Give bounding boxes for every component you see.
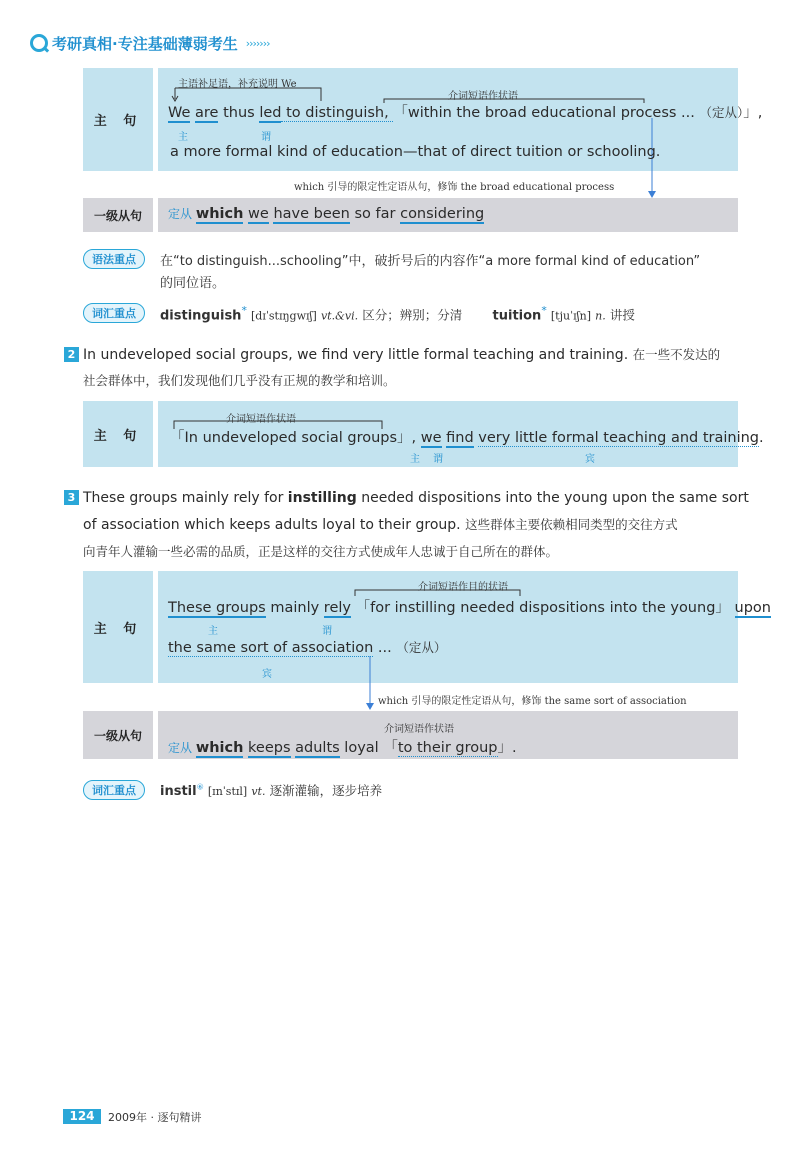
prep-phrase-annotation-3: 介词短语作状语 bbox=[384, 724, 454, 735]
vocab-line-2: instil⑥ [ɪnˈstɪl] vt. 逐渐灌输，逐步培养 bbox=[160, 782, 383, 799]
relative-clause-note: which 引导的限定性定语从句，修饰 the broad educational process bbox=[294, 182, 615, 193]
object-tag-3: 宾 bbox=[262, 669, 272, 680]
subject-tag-3: 主 bbox=[208, 626, 218, 637]
sentence-2-translation: 社会群体中，我们发现他们几乎没有正规的教学和培训。 bbox=[83, 373, 396, 388]
footer-section-title: 2009年 · 逐句精讲 bbox=[108, 1111, 202, 1124]
sentence-3-translation: 向青年人灌输一些必需的品质，正是这样的交往方式使成年人忠诚于自己所在的群体。 bbox=[83, 544, 559, 559]
complement-phrase: to distinguish, bbox=[281, 105, 394, 121]
grammar-text-line1: 在“to distinguish...schooling”中，破折号后的内容作“a more formal kind of education” bbox=[160, 254, 701, 269]
grammar-point-pill: 语法重点 bbox=[83, 249, 145, 269]
vocab-word-tuition: tuition bbox=[492, 308, 542, 324]
predicate-tag-3: 谓 bbox=[322, 626, 332, 637]
sentence-3: 3 These groups mainly rely for instilling needed dispositions into the young upon the same sort bbox=[64, 490, 749, 506]
within-phrase: within the broad educational process ... bbox=[407, 105, 700, 121]
sub-clause-line: 定从 which we have been so far considering bbox=[168, 206, 485, 222]
object-tag-2: 宾 bbox=[585, 454, 595, 465]
header-title: 考研真相·专注基础薄弱考生 bbox=[52, 34, 238, 53]
sub-clause-line-3: 定从 which keeps adults loyal 「to their group」. bbox=[168, 740, 517, 756]
header-arrows: ››››››› bbox=[245, 36, 270, 50]
sentence-number: 2 bbox=[64, 347, 79, 362]
sentence-2: 2 In undeveloped social groups, we find very little formal teaching and training. 在一些不发达的 bbox=[64, 345, 720, 363]
main-clause-line1-3: These groups mainly rely 「for instilling needed dispositions into the young」 upon bbox=[168, 600, 771, 616]
prep-phrase-annotation-2: 介词短语作状语 bbox=[226, 414, 296, 425]
complement-annotation: 主语补足语，补充说明 We bbox=[178, 79, 297, 90]
predicate-tag: 谓 bbox=[261, 132, 271, 143]
sub-clause-label-3: 一级从句 bbox=[83, 711, 153, 759]
sub-clause-label: 一级从句 bbox=[83, 198, 153, 232]
purpose-annotation: 介词短语作目的状语 bbox=[418, 582, 508, 593]
page-number: 124 bbox=[63, 1109, 101, 1124]
main-clause-label-2: 主 句 bbox=[83, 401, 153, 467]
predicate-led: led bbox=[259, 105, 282, 121]
main-clause-label: 主 句 bbox=[83, 68, 153, 171]
main-clause-line2-3: the same sort of association ... （定从） bbox=[168, 640, 447, 656]
main-clause-line-2: 「In undeveloped social groups」, we find very little formal teaching and training. bbox=[170, 430, 764, 446]
relative-clause-note-3: which 引导的限定性定语从句，修饰 the same sort of association bbox=[378, 696, 687, 707]
subject-tag: 主 bbox=[178, 132, 188, 143]
grammar-text-line2: 的同位语。 bbox=[160, 276, 226, 291]
prep-phrase-annotation: 介词短语作状语 bbox=[448, 91, 518, 102]
vocab-word-instil: instil bbox=[160, 784, 197, 799]
subject-word: We bbox=[168, 105, 191, 121]
predicate-word: are bbox=[195, 105, 219, 121]
predicate-tag-2: 谓 bbox=[433, 454, 443, 465]
vocab-point-pill: 词汇重点 bbox=[83, 303, 145, 323]
vocab-line: distinguish* [dɪˈstɪŋgwɪʃ] vt.&vi. 区分；辨别；分清 tuition* [tjuˈɪʃn] n. 讲授 bbox=[160, 304, 635, 324]
main-clause-line2: a more formal kind of education—that of direct tuition or schooling. bbox=[170, 144, 661, 160]
sentence-3-line2: of association which keeps adults loyal to their group. 这些群体主要依赖相同类型的交往方式 bbox=[83, 517, 678, 533]
vocab-point-pill-2: 词汇重点 bbox=[83, 780, 145, 800]
main-clause-label-3: 主 句 bbox=[83, 571, 153, 683]
sentence-number: 3 bbox=[64, 490, 79, 505]
subject-tag-2: 主 bbox=[410, 454, 420, 465]
main-clause-line1: We are thus led to distinguish, 「within the broad educational process ... （定从）」, bbox=[168, 105, 763, 121]
vocab-word-distinguish: distinguish bbox=[160, 308, 242, 324]
